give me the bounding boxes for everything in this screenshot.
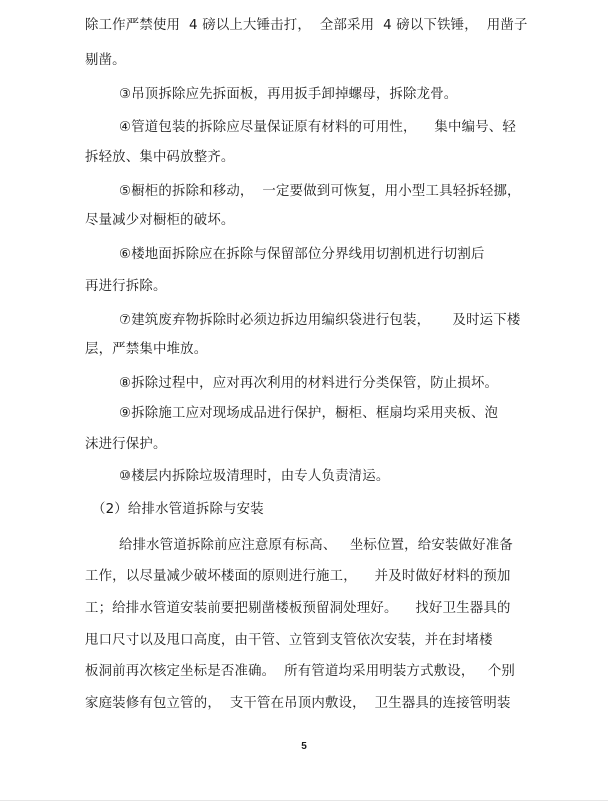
paragraph-line: 工；给排水管道安装前要把剔凿楼板预留洞处理好。 找好卫生器具的 (85, 601, 511, 616)
body-line: 除工作严禁使用 4 磅以上大锤击打， 全部采用 4 磅以下铁锤， 用凿子 (85, 18, 528, 33)
body-line: 再进行拆除。 (85, 279, 167, 294)
paragraph-line: 给排水管道拆除前应注意原有标高、 坐标位置，给安装做好准备 (119, 538, 513, 553)
list-item-5: ⑤橱柜的拆除和移动， 一定要做到可恢复，用小型工具轻拆轻挪， (119, 184, 521, 199)
list-item-4: ④管道包装的拆除应尽量保证原有材料的可用性， 集中编号、轻 (119, 120, 516, 135)
list-item-9: ⑨拆除施工应对现场成品进行保护，橱柜、框扇均采用夹板、泡 (119, 406, 499, 421)
paragraph-line: 板洞前再次核定坐标是否准确。 所有管道均采用明装方式敷设， 个别 (85, 664, 515, 679)
list-item-7: ⑦建筑废弃物拆除时必须边拆边用编织袋进行包装， 及时运下楼 (119, 313, 521, 328)
list-item-10: ⑩楼层内拆除垃圾清理时，由专人负责清运。 (119, 469, 390, 484)
paragraph-line: 工作，以尽量减少破坏楼面的原则进行施工， 并及时做好材料的预加 (85, 569, 511, 584)
body-line: 沫进行保护。 (85, 437, 167, 452)
page-number: 5 (301, 741, 307, 752)
body-line: 拆轻放、集中码放整齐。 (85, 150, 235, 165)
paragraph-line: 家庭装修有包立管的， 支干管在吊顶内敷设， 卫生器具的连接管明装 (85, 696, 511, 711)
paragraph-line: 甩口尺寸以及甩口高度，由干管、立管到支管依次安装，并在封堵楼 (85, 633, 493, 648)
body-line: 剔凿。 (85, 53, 126, 68)
section-heading: （2）给排水管道拆除与安装 (92, 502, 264, 517)
page-bottom-divider (0, 800, 608, 801)
body-line: 尽量减少对橱柜的破坏。 (85, 213, 235, 228)
list-item-8: ⑧拆除过程中，应对再次利用的材料进行分类保管，防止损坏。 (119, 376, 499, 391)
list-item-6: ⑥楼地面拆除应在拆除与保留部位分界线用切割机进行切割后 (119, 247, 485, 262)
list-item-3: ③吊顶拆除应先拆面板，再用扳手卸掉螺母，拆除龙骨。 (119, 87, 458, 102)
body-line: 层，严禁集中堆放。 (85, 342, 208, 357)
